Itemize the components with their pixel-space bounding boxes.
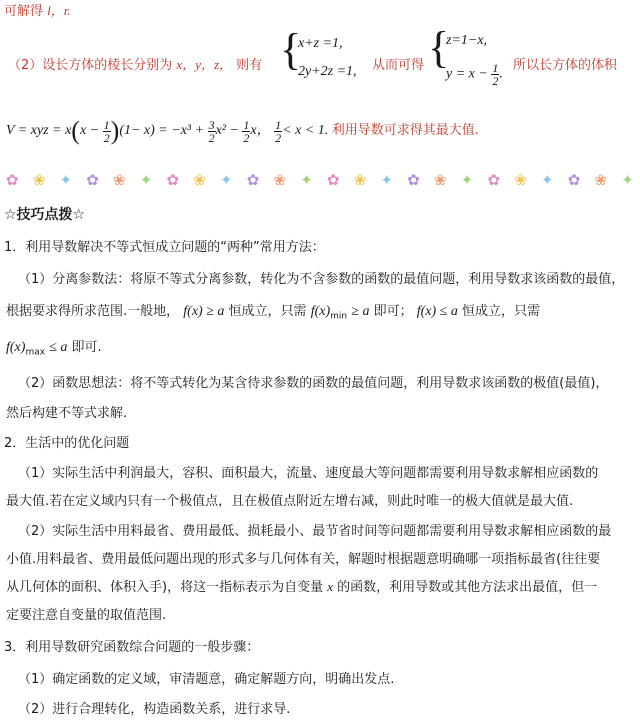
decor-flower-icon: ❀ [273,170,287,189]
item1-p1-line1: （1）分离参数法：将原不等式分离参数，转化为不含参数的函数的最值问题，利用导数求该函数的最值， [18,272,625,287]
decor-flower-icon: ✿ [567,170,581,189]
formula-lhs: V = xyz = x [6,123,72,139]
item1-p1-sub-max: max [25,347,46,358]
decor-flower-icon: ❀ [113,170,126,189]
formula-frac1-num: 1 [103,117,110,132]
tips-heading: ☆技巧点拨☆ [4,207,86,223]
system2-frac-num: 1 [492,61,499,75]
decor-flower-icon: ✦ [300,170,313,189]
decor-flower-icon: ✦ [460,170,474,189]
part2-then-have: 则有 [236,58,263,73]
part2-label [8,54,262,73]
item2-p2-var: x [327,579,333,594]
brace-left-2: { [428,23,450,72]
decor-flower-icon: ❀ [434,170,447,189]
item1-p1-c: 恒成立，只需 [228,304,307,319]
decor-flower-icon: ❀ [514,170,527,189]
item2-p2-c: 从几何体的面积、体积入手)，将这一指标表示为自变量 [6,580,324,595]
formula-frac1 [103,119,111,144]
decor-flower-icon: ❀ [594,170,608,189]
formula-range-frac [274,119,282,144]
item2-p1-line1: （1）实际生活中利润最大，容积、面积最大，流量、速度最大等问题都需要利用导数求解相应函数的 [18,466,599,481]
decor-flower-icon: ✿ [327,170,340,189]
item1-p1-line3 [6,336,102,358]
item2-p2-line3 [6,576,597,595]
decor-flower-icon: ❀ [193,170,206,189]
decorative-divider [6,170,634,190]
item1-p1-f3: f(x) ≤ a [416,304,458,319]
decor-flower-icon: ✦ [220,170,233,189]
item1-p1-f4: f(x) [6,340,26,355]
decor-flower-icon: ✦ [621,170,634,189]
formula-frac3-den: 2 [243,130,250,145]
item2-p2-line1: （2）实际生活中用料最省、费用最低、损耗最小、最节省时间等问题都需要利用导数求解相应函数的最 [18,524,612,539]
part2-label-text: （2）设长方体的棱长分别为 [8,58,173,73]
part2-vars: x，y，z， [176,57,233,72]
decor-flower-icon: ✦ [59,170,73,189]
decor-flower-icon: ✦ [380,170,394,189]
formula-one-minus: (1− x) = −x³ + [119,123,205,139]
item1-p1-b: 根据要求得所求范围.一般地， [6,304,180,319]
system2-line2-left: y = x − [446,66,488,82]
intro-line [4,0,71,19]
item2-title: 2．生活中的优化问题 [4,436,130,451]
decor-flower-icon: ✦ [541,170,554,189]
item1-p1-f2b: ≥ a [351,304,370,319]
item3-p1: （1）确定函数的定义域，审清题意，确定解题方向，明确出发点. [18,672,395,687]
item1-p2-line1: （2）函数思想法：将不等式转化为某含待求参数的函数的最值问题，利用导数求该函数的极值(最值)， [18,376,609,391]
formula-frac1-den: 2 [103,130,110,145]
system1-line2: 2y+2z =1, [298,64,357,79]
item1-p1-f4b: ≤ a [49,340,68,355]
decor-flower-icon: ✿ [86,170,99,189]
decor-flower-icon: ✿ [6,170,19,189]
formula-range-frac-den: 2 [275,130,282,145]
volume-formula: V = xyz = x(x − $\frac{1}{2}$ )(1− x) = −x³ + $\frac{3}{2}$ x² − $\frac{1}{2}$ x， $\frac{1}{2}$ < x < 1. 利用导数可求得其最大值. [6,116,479,145]
system2-line2-end: . [499,66,503,82]
item2-p2-line2: 小值.用料最省、费用最低问题出现的形式多与几何体有关，解题时根据题意明确哪一项指标最省(往往要 [6,552,601,567]
intro-text: 可解得 [4,4,44,19]
item1-p1-g: 即可. [71,340,102,355]
item1-p1-f2: f(x) [310,304,331,319]
item1-p1-d: 即可； [373,304,413,319]
formula-range-rest: < x < 1. [282,123,329,139]
item1-p1-e: 恒成立，只需 [462,304,541,319]
brace-left-1: { [280,25,302,74]
item1-p1-f1: f(x) ≥ a [183,304,225,319]
volume-text: 所以长方体的体积 [513,58,618,73]
item2-p2-line4: 定要注意自变量的取值范围. [6,608,167,623]
decor-flower-icon: ✿ [246,170,260,189]
hence-text: 从而可得 [372,58,425,73]
decor-flower-icon: ✿ [407,170,420,189]
decor-flower-icon: ❀ [353,170,367,189]
intro-vars: l，r. [47,3,71,18]
item3-title: 3．利用导数研究函数综合问题的一般步骤： [4,640,260,655]
formula-frac2-num: 3 [208,117,215,132]
item2-p2-d: 的函数，利用导数或其他方法求出最值，但一 [337,580,598,595]
formula-frac2-den: 2 [208,130,215,145]
system2-frac-den: 2 [492,74,499,88]
formula-x-comma: x， [250,123,271,139]
decor-flower-icon: ✦ [139,170,153,189]
item1-p1-line2 [6,300,540,322]
decor-flower-icon: ✿ [487,170,501,189]
formula-frac2 [208,119,216,144]
system1-line1: x+z =1, [298,36,343,51]
formula-frac3-num: 1 [243,117,250,132]
system2-line2 [446,62,503,87]
item3-p2: （2）进行合理转化，构造函数关系，进行求导. [18,702,291,717]
item2-p1-line2: 最大值.若在定义域内只有一个极值点，且在极值点附近左增右减，则此时唯一的极大值就是最大值. [6,494,574,509]
decor-flower-icon: ❀ [32,170,46,189]
system2-line1: z=1−x, [446,33,488,48]
item1-p1-sub-min: min [330,311,348,322]
decor-flower-icon: ✿ [166,170,180,189]
formula-conclusion: 利用导数可求得其最大值. [331,123,479,139]
formula-x2-minus: x² − [215,123,239,139]
item1-p2-line2: 然后构建不等式求解. [6,406,128,421]
formula-x-minus: x − [79,123,100,139]
formula-range-frac-num: 1 [275,117,282,132]
item1-title: 1．利用导数解决不等式恒成立问题的“两种”常用方法： [4,240,325,255]
